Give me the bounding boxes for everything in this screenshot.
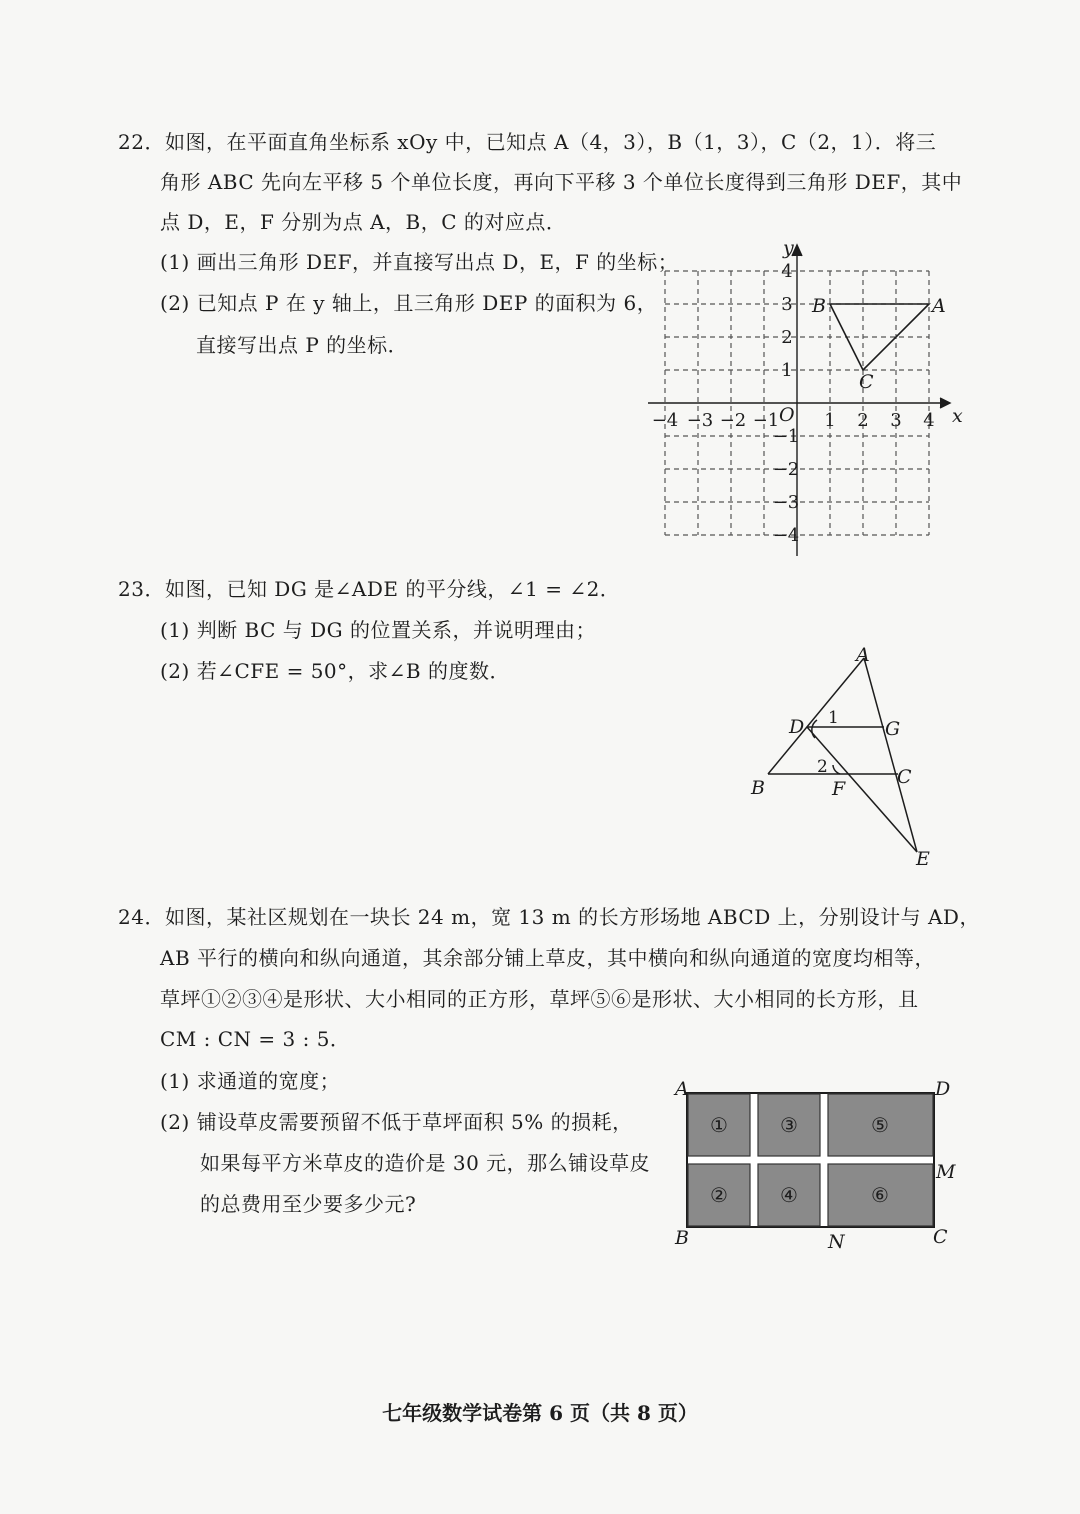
q23-line-1: 23．如图，已知 DG 是∠ADE 的平分线，∠1 = ∠2． [118,577,621,601]
angle-2-arc [833,765,840,774]
q24-line-2: AB 平行的横向和纵向通道，其余部分铺上草皮，其中横向和纵向通道的宽度均相等， [160,946,935,970]
corner-a-label: A [675,1078,689,1100]
q22-line-2: 角形 ABC 先向左平移 5 个单位长度，再向下平移 3 个单位长度得到三角形 DEF，其中 [160,170,963,194]
lawn-6-number: ⑥ [871,1183,889,1207]
line-ab [768,658,864,774]
lawn-2-number: ② [710,1183,728,1207]
svg-text:4: 4 [781,261,793,282]
svg-text:2: 2 [781,327,793,348]
label-a: A [856,644,870,666]
q22-part-2-cont: 直接写出点 P 的坐标． [196,333,409,357]
svg-text:2: 2 [857,410,869,431]
svg-text:4: 4 [923,410,935,431]
corner-c-label: C [933,1226,948,1248]
q24-line-4: CM : CN = 3 : 5． [160,1027,351,1051]
lawn-5-number: ⑤ [871,1113,889,1137]
svg-text:−3: −3 [772,492,800,513]
svg-text:−4: −4 [651,410,679,431]
label-g: G [885,718,901,740]
q24-part-2: (2) 铺设草皮需要预留不低于草坪面积 5% 的损耗， [160,1110,633,1134]
triangle-abc [830,304,929,370]
q22-part-2: (2) 已知点 P 在 y 轴上，且三角形 DEP 的面积为 6， [160,291,658,315]
x-axis-arrow [940,398,950,408]
q23-part-1: (1) 判断 BC 与 DG 的位置关系，并说明理由； [160,618,596,642]
q24-line-1: 24．如图，某社区规划在一块长 24 m，宽 13 m 的长方形场地 ABCD 上，分别设计与 AD， [118,905,980,929]
angle-2-label: 2 [817,757,828,777]
svg-text:−4: −4 [772,525,800,546]
svg-text:−1: −1 [772,426,800,447]
svg-text:−3: −3 [686,410,714,431]
lawn-3-number: ③ [780,1113,798,1137]
lawn-1-number: ① [710,1113,728,1137]
corner-d-label: D [935,1078,951,1100]
point-n-label: N [828,1231,845,1253]
label-c: C [897,766,912,788]
corner-b-label: B [675,1227,689,1249]
q22-line-3: 点 D，E，F 分别为点 A，B，C 的对应点． [160,210,567,234]
label-b: B [751,777,765,799]
svg-text:1: 1 [781,360,793,381]
q22-part-1: (1) 画出三角形 DEF，并直接写出点 D，E，F 的坐标； [160,250,679,274]
point-c-label: C [859,371,874,393]
origin-label: O [779,404,795,426]
angle-1-label: 1 [828,708,839,728]
q23-geometry-figure [740,640,950,875]
point-b-label: B [812,295,826,317]
q22-coordinate-grid [640,238,980,563]
label-d: D [789,716,805,738]
x-axis-label: x [952,405,963,427]
point-a-label: A [932,295,946,317]
svg-text:−1: −1 [752,410,780,431]
q24-part-1: (1) 求通道的宽度； [160,1069,341,1093]
lawn-4-number: ④ [780,1183,798,1207]
q24-part-2-cont-1: 如果每平方米草皮的造价是 30 元，那么铺设草皮 [200,1151,651,1175]
q22-line-1: 22．如图，在平面直角坐标系 xOy 中，已知点 A（4，3），B（1，3），C（2，1）．将三 [118,130,937,154]
page-footer: 七年级数学试卷第 6 页（共 8 页） [382,1401,698,1425]
svg-text:−2: −2 [772,459,800,480]
q24-line-3: 草坪①②③④是形状、大小相同的正方形，草坪⑤⑥是形状、大小相同的长方形，且 [160,987,919,1011]
label-f: F [832,778,846,800]
svg-text:1: 1 [824,410,836,431]
label-e: E [916,848,930,870]
y-axis-label: y [783,238,794,259]
point-m-label: M [936,1161,956,1183]
svg-text:−2: −2 [719,410,747,431]
svg-text:3: 3 [781,294,793,315]
q23-part-2: (2) 若∠CFE = 50°，求∠B 的度数． [160,659,510,683]
q24-part-2-cont-2: 的总费用至少要多少元? [200,1192,417,1216]
q24-field-figure [665,1075,965,1255]
svg-text:3: 3 [890,410,902,431]
